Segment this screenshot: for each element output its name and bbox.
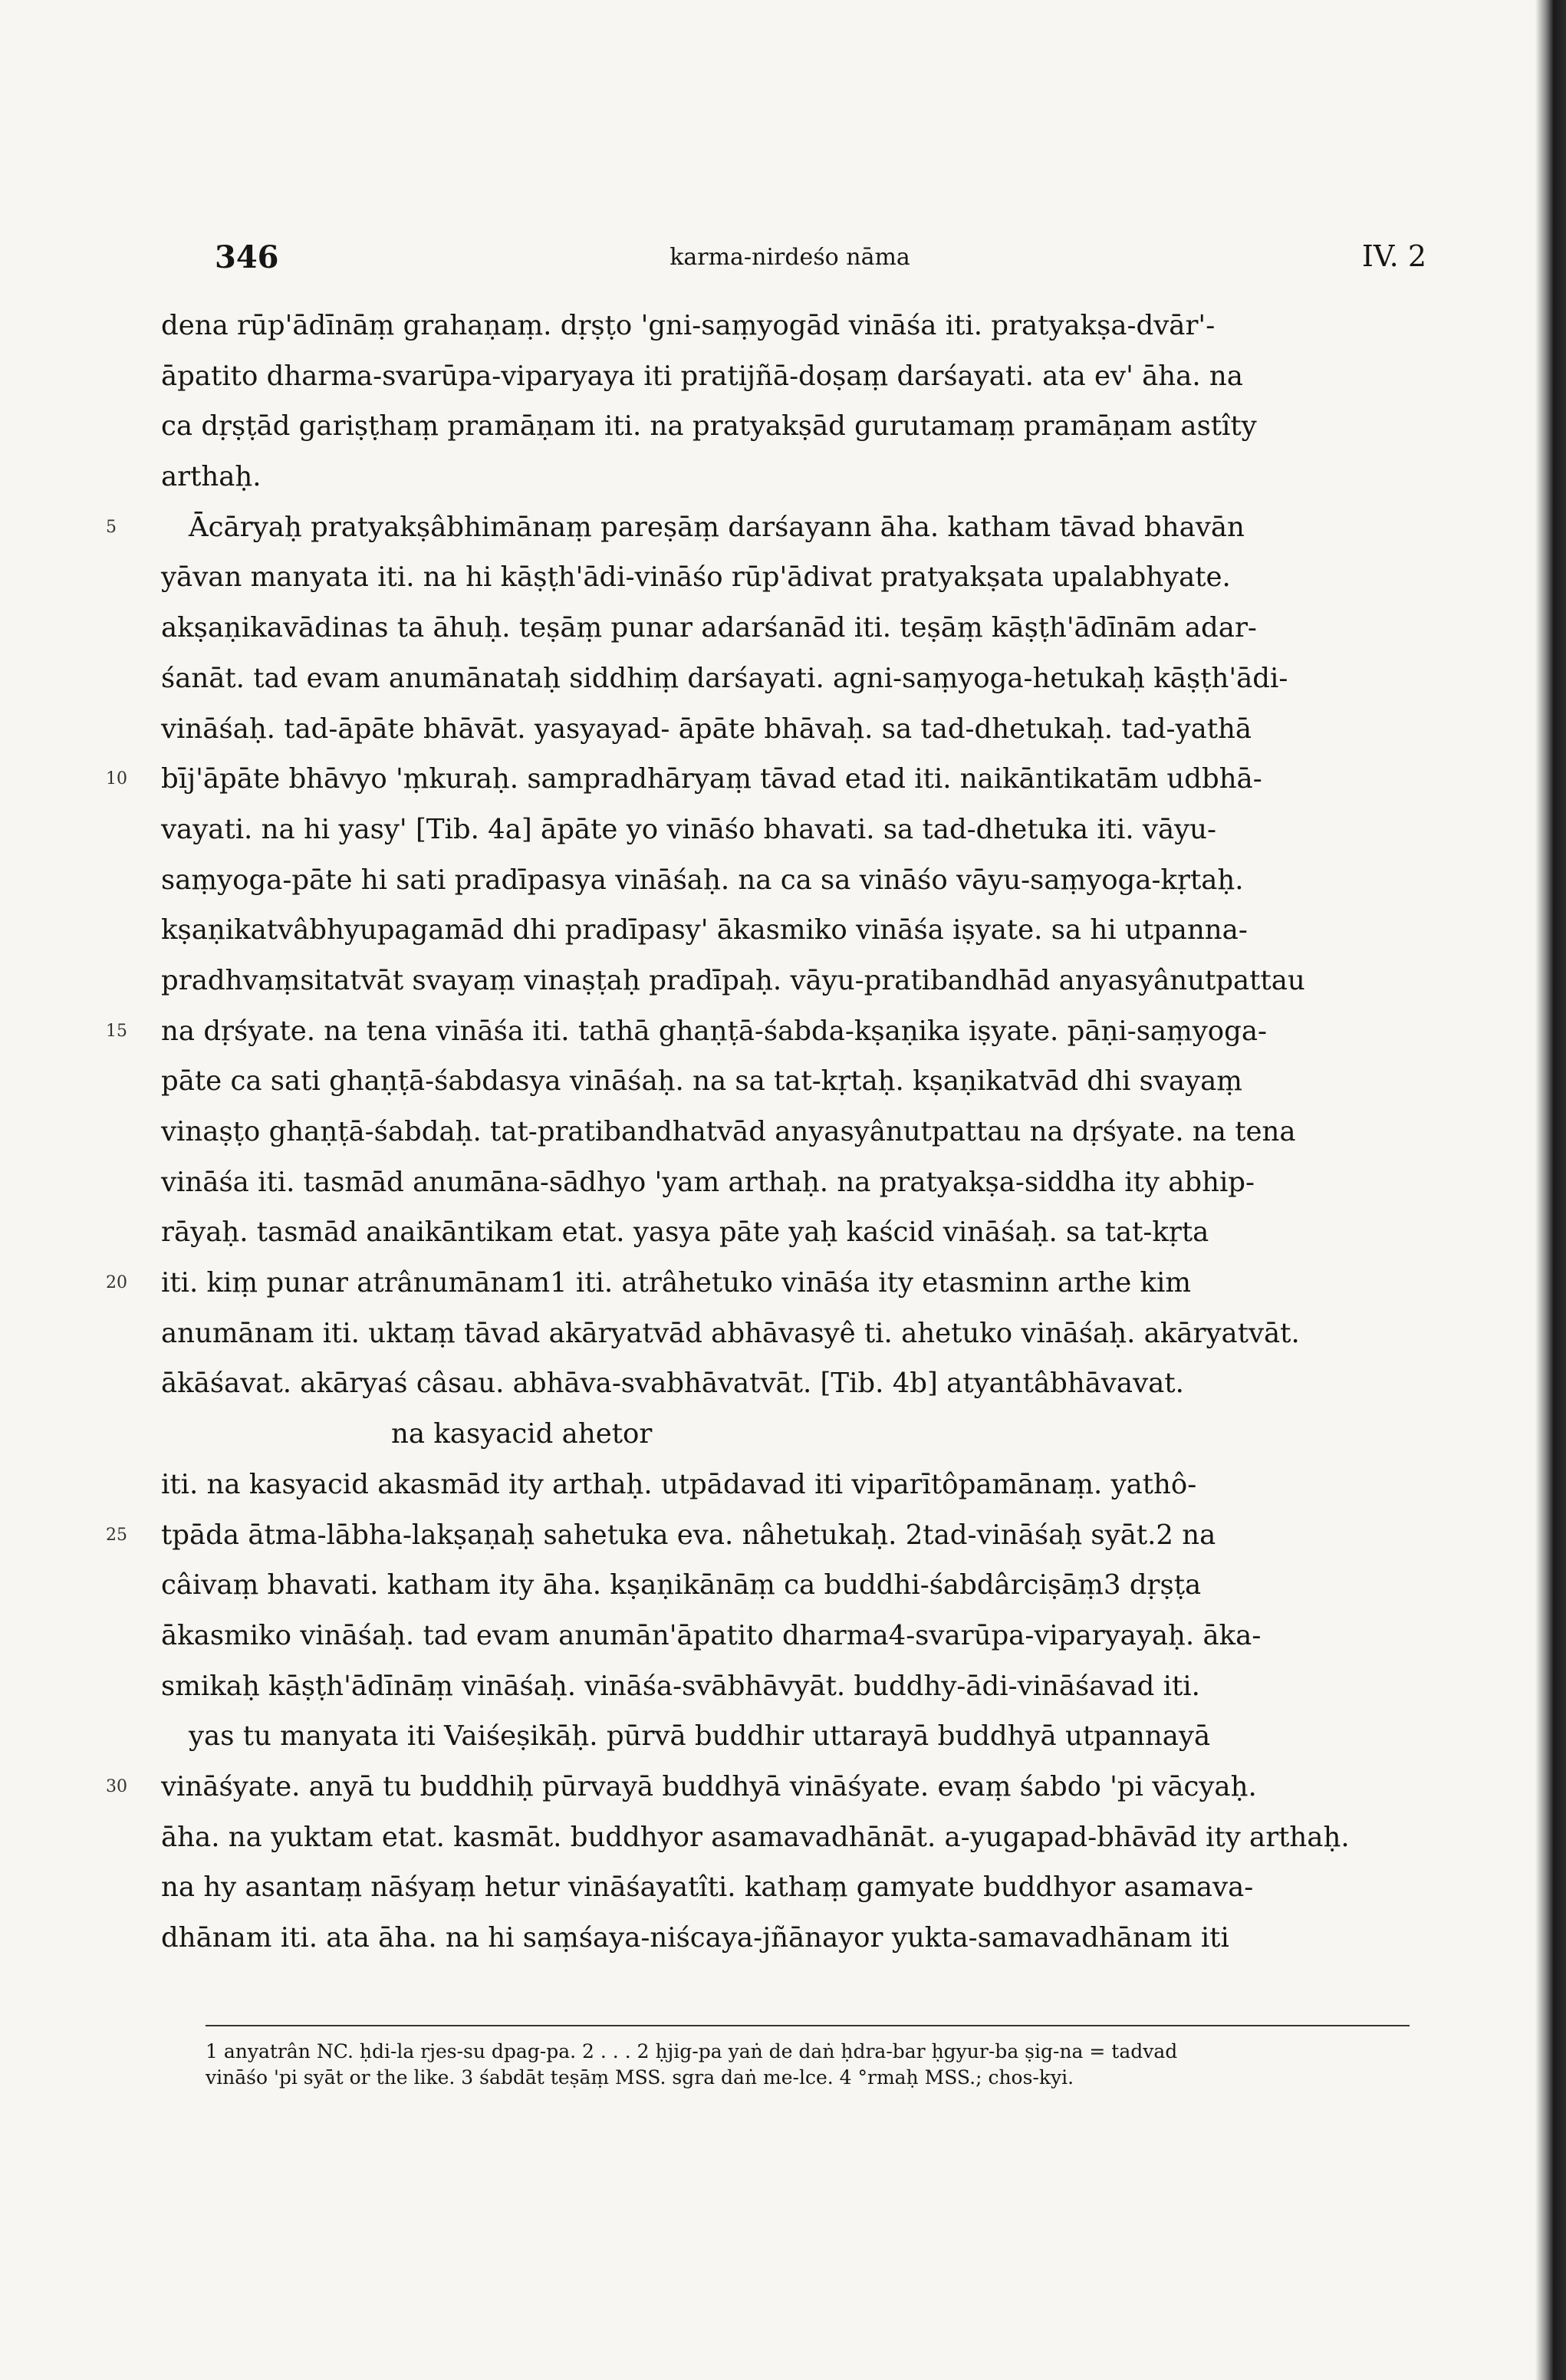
line-text: arthaḥ. <box>161 461 262 493</box>
line-number: 15 <box>106 1021 127 1041</box>
line-text: na dṛśyate. na tena vināśa iti. tathā ghaṇṭā-śabda-kṣaṇika iṣyate. pāṇi-saṃyoga- <box>161 1015 1268 1047</box>
text-line <box>161 1611 1419 1661</box>
line-number: 30 <box>106 1776 127 1796</box>
text-line <box>161 351 1419 402</box>
line-number: 5 <box>106 517 117 537</box>
text-line <box>106 502 1419 553</box>
line-text: dena rūp'ādīnāṃ grahaṇaṃ. dṛṣṭo 'gni-saṃyogād vināśa iti. pratyakṣa-dvār'- <box>161 310 1216 341</box>
line-text: bīj'āpāte bhāvyo 'ṃkuraḥ. sampradhāryaṃ tāvad etad iti. naikāntikatām udbhā- <box>161 763 1262 795</box>
line-text: śanāt. tad evam anumānataḥ siddhiṃ darśayati. agni-saṃyoga-hetukaḥ kāṣṭh'ādi- <box>161 662 1288 694</box>
text-line <box>161 905 1419 956</box>
text-line <box>106 1510 1419 1561</box>
text-line <box>161 1409 1419 1460</box>
text-line <box>161 653 1419 704</box>
section-number: IV. 2 <box>1361 239 1426 273</box>
line-text: pāte ca sati ghaṇṭā-śabdasya vināśaḥ. na sa tat-kṛtaḥ. kṣaṇikatvād dhi svayaṃ <box>161 1065 1242 1098</box>
line-text: akṣaṇikavādinas ta āhuḥ. teṣāṃ punar adarśanād iti. teṣāṃ kāṣṭh'ādīnām adar- <box>161 612 1257 644</box>
line-text: smikaḥ kāṣṭh'ādīnāṃ vināśaḥ. vināśa-svābhāvyāt. buddhy-ādi-vināśavad iti. <box>161 1670 1200 1702</box>
line-text: Ācāryaḥ pratyakṣâbhimānaṃ pareṣāṃ darśayann āha. katham tāvad bhavān <box>189 511 1245 543</box>
line-text: rāyaḥ. tasmād anaikāntikam etat. yasya pāte yaḥ kaścid vināśaḥ. sa tat-kṛta <box>161 1216 1209 1249</box>
text-line <box>161 805 1419 855</box>
text-line <box>161 1107 1419 1157</box>
text-line <box>106 1762 1419 1812</box>
text-line <box>161 1913 1419 1964</box>
text-line <box>161 301 1419 351</box>
footnotes <box>206 2025 1410 2091</box>
text-line <box>106 1006 1419 1057</box>
text-line <box>161 1358 1419 1409</box>
page-number: 346 <box>215 239 279 275</box>
line-text: vināśa iti. tasmād anumāna-sādhyo 'yam arthaḥ. na pratyakṣa-siddha ity abhip- <box>161 1166 1255 1198</box>
line-text: pradhvaṃsitatvāt svayaṃ vinaṣṭaḥ pradīpaḥ. vāyu-pratibandhād anyasyânutpattau <box>161 964 1305 996</box>
text-line <box>106 754 1419 805</box>
line-text: iti. na kasyacid akasmād ity arthaḥ. utpādavad iti viparītôpamānaṃ. yathô- <box>161 1468 1197 1500</box>
line-text: vinaṣṭo ghaṇṭā-śabdaḥ. tat-pratibandhatvād anyasyânutpattau na dṛśyate. na tena <box>161 1116 1296 1147</box>
line-text: tpāda ātma-lābha-lakṣaṇaḥ sahetuka eva. nâhetukaḥ. 2tad-vināśaḥ syāt.2 na <box>161 1519 1216 1551</box>
text-line <box>161 956 1419 1006</box>
text-line <box>161 1862 1419 1913</box>
page-header <box>153 239 1426 278</box>
text-line <box>161 1711 1419 1762</box>
line-text: câivaṃ bhavati. katham ity āha. kṣaṇikānāṃ ca buddhi-śabdârciṣāṃ3 dṛṣṭa <box>161 1569 1202 1601</box>
text-line <box>161 401 1419 452</box>
text-line <box>161 704 1419 755</box>
footnote-line: 1 anyatrân NC. ḥdi-la rjes-su dpag-pa. 2 . . . 2 ḥjig-pa yaṅ de daṅ ḥdra-bar ḥgyur-ba ṣig-na = tadvad <box>206 2040 1178 2062</box>
text-line <box>161 1812 1419 1863</box>
line-text: ca dṛṣṭād gariṣṭhaṃ pramāṇam iti. na pratyakṣād gurutamaṃ pramāṇam astîty <box>161 410 1257 443</box>
line-text: na hy asantaṃ nāśyaṃ hetur vināśayatîti. kathaṃ gamyate buddhyor asamava- <box>161 1871 1254 1904</box>
text-line <box>161 1207 1419 1258</box>
line-text: vināśaḥ. tad-āpāte bhāvāt. yasyayad- āpāte bhāvaḥ. sa tad-dhetukaḥ. tad-yathā <box>161 713 1252 745</box>
text-line <box>106 1258 1419 1309</box>
line-text: kṣaṇikatvâbhyupagamād dhi pradīpasy' ākasmiko vināśa iṣyate. sa hi utpanna- <box>161 914 1248 946</box>
page-binding-edge <box>1535 0 1566 2380</box>
line-number: 20 <box>106 1273 127 1293</box>
line-text: yāvan manyata iti. na hi kāṣṭh'ādi-vināśo rūp'ādivat pratyakṣata upalabhyate. <box>161 561 1231 594</box>
text-line <box>161 1309 1419 1359</box>
text-line <box>161 552 1419 603</box>
line-text: na kasyacid ahetor <box>391 1418 653 1450</box>
text-line <box>161 1560 1419 1611</box>
line-text: āpatito dharma-svarūpa-viparyaya iti pratijñā-doṣaṃ darśayati. ata ev' āha. na <box>161 360 1243 392</box>
line-text: dhānam iti. ata āha. na hi saṃśaya-niścaya-jñānayor yukta-samavadhānam iti <box>161 1922 1229 1954</box>
text-line <box>161 1460 1419 1510</box>
line-text: saṃyoga-pāte hi sati pradīpasya vināśaḥ. na ca sa vināśo vāyu-saṃyoga-kṛtaḥ. <box>161 864 1244 896</box>
line-text: iti. kiṃ punar atrânumānam1 iti. atrâhetuko vināśa ity etasminn arthe kim <box>161 1267 1192 1299</box>
line-number: 10 <box>106 769 127 789</box>
line-text: vayati. na hi yasy' [Tib. 4a] āpāte yo vināśo bhavati. sa tad-dhetuka iti. vāyu- <box>161 813 1217 845</box>
line-text: ākasmiko vināśaḥ. tad evam anumān'āpatito dharma4-svarūpa-viparyayaḥ. āka- <box>161 1619 1262 1651</box>
text-line <box>161 452 1419 502</box>
line-text: vināśyate. anyā tu buddhiḥ pūrvayā buddhyā vināśyate. evaṃ śabdo 'pi vācyaḥ. <box>161 1770 1257 1802</box>
line-text: āha. na yuktam etat. kasmāt. buddhyor asamavadhānāt. a-yugapad-bhāvād ity arthaḥ. <box>161 1821 1350 1853</box>
text-line <box>161 603 1419 653</box>
line-number: 25 <box>106 1525 127 1545</box>
line-text: yas tu manyata iti Vaiśeṣikāḥ. pūrvā buddhir uttarayā buddhyā utpannayā <box>189 1720 1211 1753</box>
text-line <box>161 1157 1419 1208</box>
footnote-line: vināśo 'pi syāt or the like. 3 śabdāt teṣāṃ MSS. sgra daṅ me-lce. 4 °rmaḥ MSS.; chos-kyi. <box>206 2066 1074 2089</box>
text-line <box>161 1056 1419 1107</box>
main-text <box>106 301 1419 1964</box>
text-line <box>161 1661 1419 1712</box>
text-line <box>161 855 1419 906</box>
running-head: karma-nirdeśo nāma <box>669 244 910 271</box>
line-text: ākāśavat. akāryaś câsau. abhāva-svabhāvatvāt. [Tib. 4b] atyantâbhāvavat. <box>161 1368 1184 1400</box>
line-text: anumānam iti. uktaṃ tāvad akāryatvād abhāvasyê ti. ahetuko vināśaḥ. akāryatvāt. <box>161 1317 1300 1349</box>
